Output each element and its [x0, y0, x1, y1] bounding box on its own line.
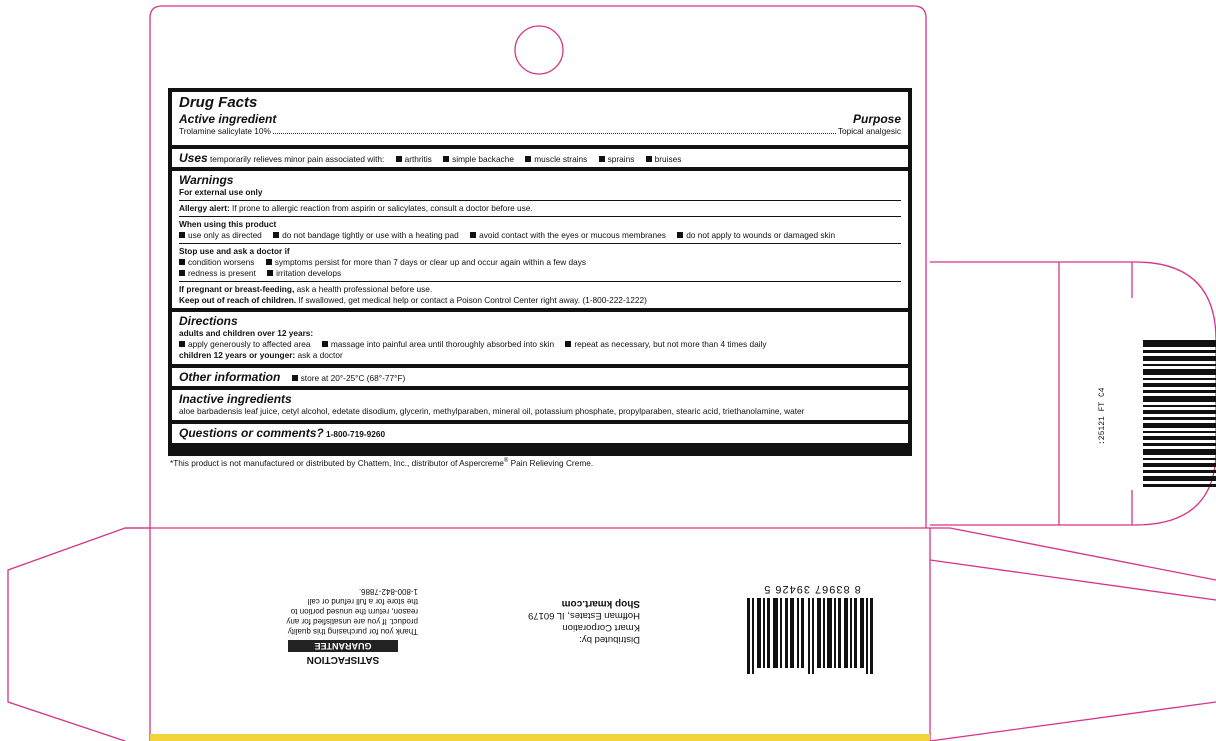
bullet-icon	[273, 232, 279, 238]
other-info-heading: Other information	[179, 370, 281, 384]
bullet-icon	[292, 375, 298, 381]
inactive-ingredients-text: aloe barbadensis leaf juice, cetyl alcohol, edetate disodium, glycerin, methylparaben, mineral oil, potassium phosphate, propylparaben, stearic acid, triethanolamine, water	[179, 406, 805, 416]
hang-hole	[515, 26, 563, 74]
bullet-icon	[179, 270, 185, 276]
active-ingredient-section	[172, 92, 908, 145]
bullet-icon	[677, 232, 683, 238]
bullet-icon	[565, 341, 571, 347]
when-using-heading: When using this product	[179, 219, 277, 229]
upc-barcode	[747, 598, 873, 674]
keep-out-label: Keep out of reach of children.	[179, 295, 297, 305]
distributor-info	[500, 575, 640, 645]
when-using-item: use only as directed	[188, 230, 262, 240]
bullet-icon	[179, 232, 185, 238]
side-barcode	[1143, 340, 1216, 487]
bullet-icon	[179, 259, 185, 265]
pregnant-text: ask a health professional before use.	[296, 284, 433, 294]
warnings-heading: Warnings	[179, 173, 234, 187]
children-text: ask a doctor	[297, 350, 343, 360]
guarantee-bar: GUARANTEE	[288, 640, 398, 652]
guarantee-line: Thank you for purchasing this quality	[287, 627, 418, 636]
directions-item: repeat as necessary, but not more than 4 times daily	[574, 339, 767, 349]
directions-item: massage into painful area until thoroughly absorbed into skin	[330, 339, 555, 349]
bullet-icon	[266, 259, 272, 265]
active-ingredient-value: Trolamine salicylate 10%	[179, 126, 271, 136]
purpose-value: Topical analgesic	[837, 126, 901, 136]
drug-facts-title: Drug Facts	[179, 94, 258, 111]
guarantee-line: product. If you are unsatisfied for any	[286, 617, 418, 626]
keep-out-text: If swallowed, get medical help or contact a Poison Control Center right away. (1-800-222-1222)	[298, 295, 647, 305]
external-use-text: For external use only	[179, 187, 263, 197]
drug-facts-panel	[168, 88, 912, 456]
bullet-icon	[525, 156, 531, 162]
adults-label: adults and children over 12 years:	[179, 328, 314, 338]
uses-item: sprains	[607, 154, 635, 164]
other-info-item: store at 20°-25°C (68°-77°F)	[300, 373, 406, 383]
uses-item: muscle strains	[534, 154, 588, 164]
uses-item: arthritis	[404, 154, 432, 164]
stop-use-item: irritation develops	[276, 268, 342, 278]
leader-dots	[273, 133, 836, 134]
bullet-icon	[179, 341, 185, 347]
bullet-icon	[267, 270, 273, 276]
bullet-icon	[322, 341, 328, 347]
uses-item: simple backache	[452, 154, 514, 164]
inactive-ingredients-heading: Inactive ingredients	[179, 392, 292, 406]
left-dust-flap	[8, 528, 150, 741]
distributor-label: Distributed by:	[579, 634, 640, 645]
when-using-item: avoid contact with the eyes or mucous membranes	[479, 230, 666, 240]
children-label: children 12 years or younger:	[179, 350, 296, 360]
side-panel-code: :25121 FT C4	[1098, 387, 1107, 445]
directions-item: apply generously to affected area	[188, 339, 311, 349]
other-info-section	[172, 368, 908, 386]
directions-heading: Directions	[179, 314, 238, 328]
uses-item: bruises	[654, 154, 682, 164]
uses-intro: temporarily relieves minor pain associated with:	[210, 154, 385, 164]
stop-use-heading: Stop use and ask a doctor if	[179, 246, 290, 256]
uses-section	[172, 149, 908, 167]
right-dust-flap	[930, 528, 1216, 741]
stop-use-item: condition worsens	[188, 257, 255, 267]
guarantee-line: 1-800-842-7886.	[358, 587, 418, 596]
questions-section	[172, 424, 908, 443]
stop-use-item: symptoms persist for more than 7 days or clear up and occur again within a few days	[274, 257, 587, 267]
directions-section	[172, 312, 908, 364]
allergy-text: If prone to allergic reaction from aspirin or salicylates, consult a doctor before use.	[232, 203, 533, 213]
bottom-color-strip	[150, 734, 930, 741]
uses-heading: Uses	[179, 151, 208, 165]
guarantee-line: reason, return the unused portion to	[290, 607, 418, 616]
guarantee-title: SATISFACTION	[306, 654, 380, 665]
warnings-section	[172, 171, 908, 308]
bullet-icon	[443, 156, 449, 162]
allergy-label: Allergy alert:	[179, 203, 230, 213]
active-ingredient-heading: Active ingredient	[179, 112, 277, 126]
distributor-city: Hoffman Estates, IL 60179	[528, 610, 640, 621]
stop-use-item: redness is present	[188, 268, 256, 278]
distributor-company: Kmart Corporation	[562, 622, 640, 633]
questions-heading: Questions or comments?	[179, 426, 324, 440]
pregnant-label: If pregnant or breast-feeding,	[179, 284, 295, 294]
distributor-website: Shop kmart.com	[561, 598, 640, 609]
disclaimer-footnote: *This product is not manufactured or distributed by Chattem, Inc., distributor of Aspercreme® Pain Relieving Creme.	[170, 458, 594, 468]
bullet-icon	[396, 156, 402, 162]
questions-phone: 1-800-719-9260	[326, 429, 386, 439]
inactive-ingredients-section	[172, 390, 908, 420]
bullet-icon	[599, 156, 605, 162]
purpose-heading: Purpose	[852, 112, 901, 126]
bullet-icon	[470, 232, 476, 238]
upc-digits: 8 83967 39426 5	[763, 583, 861, 595]
satisfaction-guarantee	[268, 570, 418, 665]
when-using-item: do not bandage tightly or use with a heating pad	[282, 230, 459, 240]
bullet-icon	[646, 156, 652, 162]
when-using-item: do not apply to wounds or damaged skin	[686, 230, 836, 240]
guarantee-line: the store for a full refund or call	[307, 597, 418, 606]
